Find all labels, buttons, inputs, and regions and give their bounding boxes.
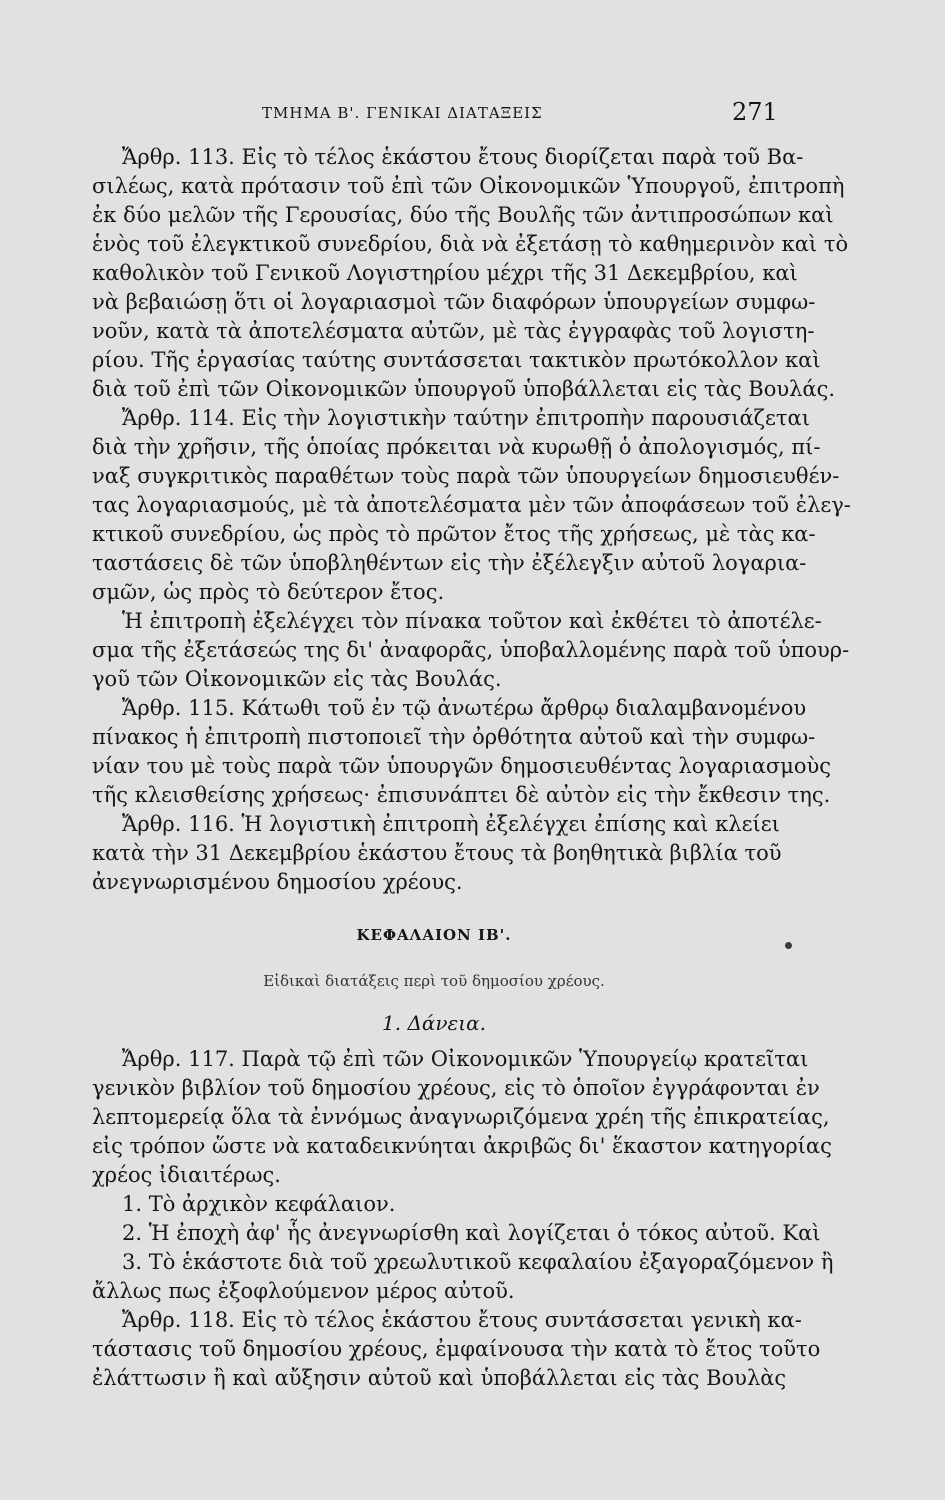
text-line: ἄλλως πως ἐξοφλούμενον μέρος αὐτοῦ.	[92, 1279, 515, 1303]
text-line: γενικὸν βιβλίον τοῦ δημοσίου χρέους, εἰς τὸ ὁποῖον ἐγγράφονται ἐν	[92, 1076, 820, 1100]
ink-speck	[785, 942, 792, 949]
text-line: Ἄρθρ. 114. Εἰς τὴν λογιστικὴν ταύτην ἐπιτροπὴν παρουσιάζεται	[122, 406, 810, 430]
text-line: ἐκ δύο μελῶν τῆς Γερουσίας, δύο τῆς Βουλῆς τῶν ἀντιπροσώπων καὶ	[92, 203, 834, 227]
text-line: γοῦ τῶν Οἰκονομικῶν εἰς τὰς Βουλάς.	[92, 667, 502, 691]
text-line: τας λογαριασμούς, μὲ τὰ ἀποτελέσματα μὲν τῶν ἀποφάσεων τοῦ ἐλεγ-	[92, 493, 851, 517]
text-line: ταστάσεις δὲ τῶν ὑποβληθέντων εἰς τὴν ἐξέλεγξιν αὐτοῦ λογαρια-	[92, 551, 807, 575]
chapter-title: ΚΕΦΑΛΑΙΟΝ ΙΒ'.	[356, 926, 512, 944]
subsection-title: 1. Δάνεια.	[382, 1011, 486, 1035]
text-line: Ἄρθρ. 116. Ἡ λογιστικὴ ἐπιτροπὴ ἐξελέγχει ἐπίσης καὶ κλείει	[122, 812, 780, 836]
running-head: ΤΜΗΜΑ Β'. ΓΕΝΙΚΑΙ ΔΙΑΤΑΞΕΙΣ	[262, 104, 543, 122]
text-line: Ἄρθρ. 118. Εἰς τὸ τέλος ἑκάστου ἔτους συντάσσεται γενικὴ κα-	[122, 1308, 802, 1332]
text-line: διὰ τοῦ ἐπὶ τῶν Οἰκονομικῶν ὑπουργοῦ ὑποβάλλεται εἰς τὰς Βουλάς.	[92, 377, 836, 401]
text-line: Ἄρθρ. 117. Παρὰ τῷ ἐπὶ τῶν Οἰκονομικῶν Ὑπουργείῳ κρατεῖται	[122, 1047, 809, 1071]
text-line: νοῦν, κατὰ τὰ ἀποτελέσματα αὐτῶν, μὲ τὰς ἐγγραφὰς τοῦ λογιστη-	[92, 319, 815, 343]
list-item: 1. Τὸ ἀρχικὸν κεφάλαιον.	[122, 1192, 396, 1216]
text-line: σμῶν, ὡς πρὸς τὸ δεύτερον ἔτος.	[92, 580, 445, 604]
list-item: 3. Τὸ ἑκάστοτε διὰ τοῦ χρεωλυτικοῦ κεφαλαίου ἐξαγοραζόμενον ἢ	[122, 1250, 834, 1274]
text-line: χρέος ἰδιαιτέρως.	[92, 1163, 281, 1187]
page-number: 271	[732, 98, 778, 126]
text-line: ναξ συγκριτικὸς παραθέτων τοὺς παρὰ τῶν ὑπουργείων δημοσιευθέν-	[92, 464, 840, 488]
text-line: σιλέως, κατὰ πρότασιν τοῦ ἐπὶ τῶν Οἰκονομικῶν Ὑπουργοῦ, ἐπιτροπὴ	[92, 174, 845, 198]
list-item: 2. Ἡ ἐποχὴ ἀφ' ἧς ἀνεγνωρίσθη καὶ λογίζεται ὁ τόκος αὐτοῦ. Καὶ	[122, 1221, 821, 1245]
text-line: Ἄρθρ. 115. Κάτωθι τοῦ ἐν τῷ ἀνωτέρω ἄρθρῳ διαλαμβανομένου	[122, 696, 807, 720]
text-line: καθολικὸν τοῦ Γενικοῦ Λογιστηρίου μέχρι τῆς 31 Δεκεμβρίου, καὶ	[92, 261, 798, 285]
text-line: λεπτομερείᾳ ὅλα τὰ ἐννόμως ἀναγνωριζόμενα χρέη τῆς ἐπικρατείας,	[92, 1105, 830, 1129]
text-line: σμα τῆς ἐξετάσεώς της δι' ἀναφορᾶς, ὑποβαλλομένης παρὰ τοῦ ὑπουρ-	[92, 638, 850, 662]
text-line: τάστασις τοῦ δημοσίου χρέους, ἐμφαίνουσα τὴν κατὰ τὸ ἔτος τοῦτο	[92, 1337, 821, 1361]
text-line: τῆς κλεισθείσης χρήσεως· ἐπισυνάπτει δὲ αὐτὸν εἰς τὴν ἔκθεσιν της.	[92, 783, 831, 807]
text-line: νὰ βεβαιώσῃ ὅτι οἱ λογαριασμοὶ τῶν διαφόρων ὑπουργείων συμφω-	[92, 290, 816, 314]
chapter-subtitle: Εἰδικαὶ διατάξεις περὶ τοῦ δημοσίου χρέους.	[263, 972, 605, 990]
text-line: ἐλάττωσιν ἢ καὶ αὔξησιν αὐτοῦ καὶ ὑποβάλλεται εἰς τὰς Βουλὰς	[92, 1366, 787, 1390]
text-line: κτικοῦ συνεδρίου, ὡς πρὸς τὸ πρῶτον ἔτος τῆς χρήσεως, μὲ τὰς κα-	[92, 522, 816, 546]
text-line: πίνακος ἡ ἐπιτροπὴ πιστοποιεῖ τὴν ὀρθότητα αὐτοῦ καὶ τὴν συμφω-	[92, 725, 816, 749]
text-line: κατὰ τὴν 31 Δεκεμβρίου ἑκάστου ἔτους τὰ βοηθητικὰ βιβλία τοῦ	[92, 841, 782, 865]
text-line: νίαν του μὲ τοὺς παρὰ τῶν ὑπουργῶν δημοσιευθέντας λογαριασμοὺς	[92, 754, 832, 778]
text-line: ἀνεγνωρισμένου δημοσίου χρέους.	[92, 870, 463, 894]
text-line: διὰ τὴν χρῆσιν, τῆς ὁποίας πρόκειται νὰ κυρωθῇ ὁ ἀπολογισμός, πί-	[92, 435, 821, 459]
text-line: Ἄρθρ. 113. Εἰς τὸ τέλος ἑκάστου ἔτους διορίζεται παρὰ τοῦ Βα-	[122, 145, 804, 169]
text-line: εἰς τρόπον ὥστε νὰ καταδεικνύηται ἀκριβῶς δι' ἕκαστον κατηγορίας	[92, 1134, 832, 1158]
text-line: ἑνὸς τοῦ ἐλεγκτικοῦ συνεδρίου, διὰ νὰ ἐξετάσῃ τὸ καθημερινὸν καὶ τὸ	[92, 232, 849, 256]
text-line: Ἡ ἐπιτροπὴ ἐξελέγχει τὸν πίνακα τοῦτον καὶ ἐκθέτει τὸ ἀποτέλε-	[122, 609, 822, 633]
text-line: ρίου. Τῆς ἐργασίας ταύτης συντάσσεται τακτικὸν πρωτόκολλον καὶ	[92, 348, 821, 372]
